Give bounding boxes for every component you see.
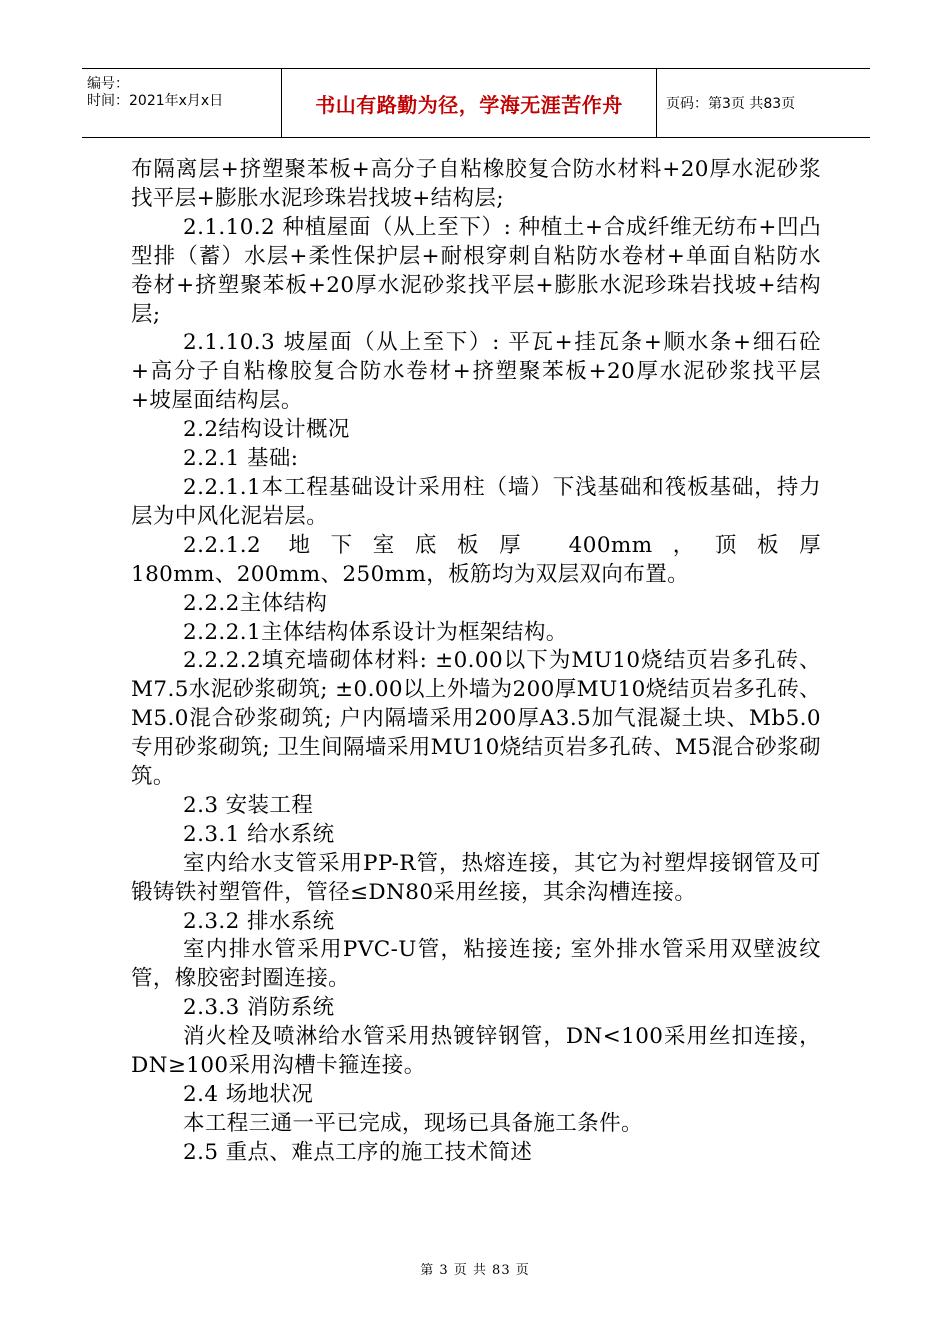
document-body: [131, 156, 821, 1168]
drainage-paragraph: 室内排水管采用PVC-U管，粘接连接; 室外排水管采用双壁波纹管，橡胶密封圈连接。: [131, 937, 821, 992]
section-2-3-heading: 2.3 安装工程: [183, 792, 314, 818]
page-header: [82, 68, 870, 138]
site-condition-paragraph: 本工程三通一平已完成，现场已具备施工条件。: [183, 1110, 643, 1136]
fire-protection-paragraph: 消火栓及喷淋给水管采用热镀锌钢管，DN<100采用丝扣连接，DN≥100采用沟槽卡箍连接。: [131, 1024, 821, 1079]
section-2-2-2-1-paragraph: 2.2.2.1主体结构体系设计为框架结构。: [183, 619, 568, 645]
section-2-1-10-2-paragraph: 2.1.10.2 种植屋面（从上至下）: 种植土+合成纤维无纺布+凹凸型排（蓄）水层+柔性保护层+耐根穿刺自粘防水卷材+单面自粘防水卷材+挤塑聚苯板+20厚水泥砂浆找平层+膨胀水泥珍珠岩找坡+结构层;: [131, 214, 821, 327]
section-2-2-1-2-paragraph-line1: 2.2.1.2 地下室底板厚 400mm，顶板厚: [183, 532, 821, 558]
section-2-1-10-3-paragraph: 2.1.10.3 坡屋面（从上至下）: 平瓦+挂瓦条+顺水条+细石砼+高分子自粘橡胶复合防水卷材+挤塑聚苯板+20厚水泥砂浆找平层+坡屋面结构层。: [131, 330, 821, 414]
section-2-3-1-heading: 2.3.1 给水系统: [183, 821, 335, 847]
document-number-label: 编号：: [87, 76, 129, 92]
section-2-3-2-heading: 2.3.2 排水系统: [183, 908, 335, 934]
header-page-info: 页码：第3页 共83页: [666, 96, 796, 112]
section-2-2-1-1-paragraph: 2.2.1.1本工程基础设计采用柱（墙）下浅基础和筏板基础，持力层为中风化泥岩层。: [131, 474, 821, 529]
body-paragraph: 布隔离层+挤塑聚苯板+高分子自粘橡胶复合防水材料+20厚水泥砂浆找平层+膨胀水泥珍珠岩找坡+结构层;: [131, 157, 821, 211]
section-2-3-3-heading: 2.3.3 消防系统: [183, 995, 335, 1021]
page-footer: 第 3 页 共 83 页: [420, 1263, 530, 1278]
section-2-2-1-heading: 2.2.1 基础:: [183, 446, 299, 472]
section-2-5-heading: 2.5 重点、难点工序的施工技术简述: [183, 1139, 533, 1165]
header-motto-cell: [282, 69, 657, 137]
document-time-label: 时间：2021年x月x日: [87, 93, 224, 109]
section-2-2-1-2-paragraph-line2: 180mm、200mm、250mm，板筋均为双层双向布置。: [131, 561, 690, 587]
section-2-4-heading: 2.4 场地状况: [183, 1082, 314, 1107]
water-supply-paragraph: 室内给水支管采用PP-R管，热熔连接，其它为衬塑焊接钢管及可锻铸铁衬塑管件，管径≤DN80采用丝接，其余沟槽连接。: [131, 850, 821, 905]
header-meta-cell: [82, 69, 282, 137]
section-2-2-2-2-paragraph: 2.2.2.2填充墙砌体材料: ±0.00以下为MU10烧结页岩多孔砖、M7.5水泥砂浆砌筑; ±0.00以上外墙为200厚MU10烧结页岩多孔砖、M5.0混合砂浆砌筑; 户内隔墙采用200厚A3.5加气混凝土块、Mb5.0专用砂浆砌筑; 卫生间隔墙采用MU10烧结页岩多孔砖、M5混合砂浆砌筑。: [131, 648, 821, 790]
header-page-cell: [657, 69, 870, 137]
header-motto: 书山有路勤为径，学海无涯苦作舟: [315, 92, 623, 117]
section-2-2-2-heading: 2.2.2主体结构: [183, 590, 328, 616]
section-2-2-heading: 2.2结构设计概况: [183, 417, 350, 443]
